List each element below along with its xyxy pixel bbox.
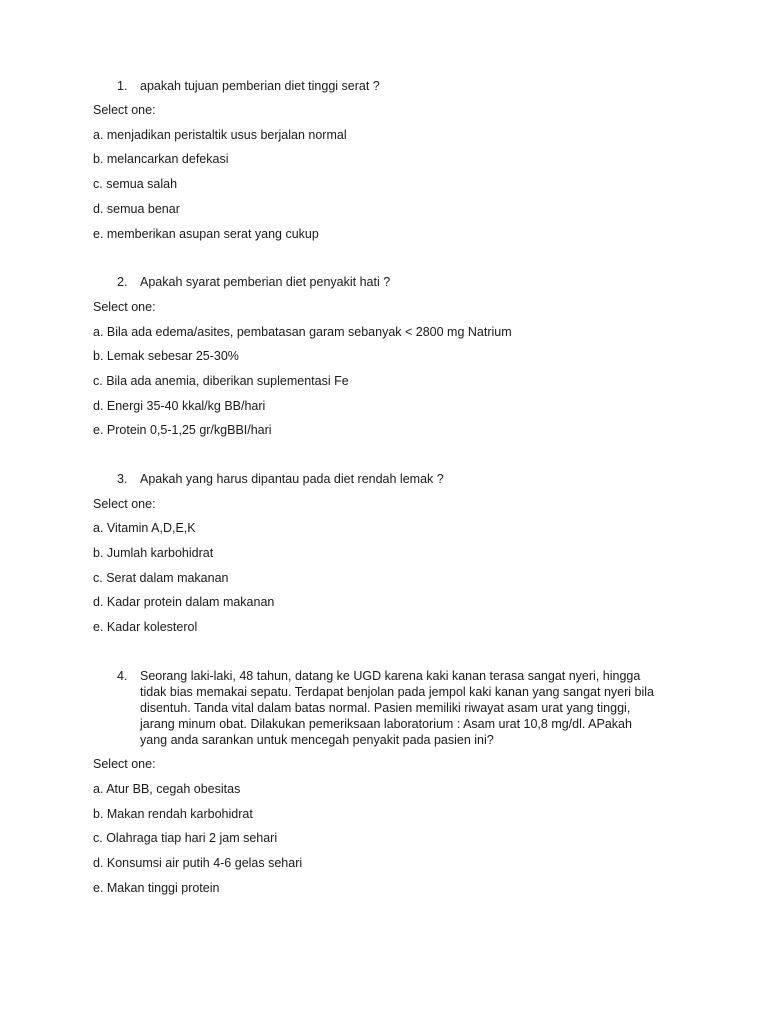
answer-option-e[interactable]: e. memberikan asupan serat yang cukup — [93, 227, 319, 241]
answer-option-b[interactable]: b. Jumlah karbohidrat — [93, 546, 214, 560]
question-text: Seorang laki-laki, 48 tahun, datang ke UGD karena kaki kanan terasa sangat nyeri, hingga tidak bias memakai sepatu. Terdapat benjolan pada jempol kaki kanan yang sangat nyeri bila disentuh. Tanda vital dalam batas normal. Pasien memiliki riwayat asam urat yang tinggi, jarang minum obat. Dilakukan pemeriksaan laboratorium : Asam urat 10,8 mg/dl. APakah yang anda sarankan untuk mencegah penyakit pada pasien ini? — [140, 669, 654, 747]
answer-option-b[interactable]: b. Makan rendah karbohidrat — [93, 807, 253, 821]
answer-option-e[interactable]: e. Protein 0,5-1,25 gr/kgBBI/hari — [93, 423, 272, 437]
question-stem — [117, 274, 677, 290]
question-stem — [117, 471, 677, 487]
question-text: apakah tujuan pemberian diet tinggi serat ? — [140, 79, 380, 93]
select-one-label: Select one: — [93, 497, 156, 511]
answer-option-d[interactable]: d. Energi 35-40 kkal/kg BB/hari — [93, 399, 266, 413]
question-number: 3. — [117, 472, 128, 486]
answer-option-e[interactable]: e. Kadar kolesterol — [93, 620, 198, 634]
answer-option-b[interactable]: b. Lemak sebesar 25-30% — [93, 349, 239, 363]
answer-option-d[interactable]: d. Konsumsi air putih 4-6 gelas sehari — [93, 856, 303, 870]
select-one-label: Select one: — [93, 757, 156, 771]
answer-option-b[interactable]: b. melancarkan defekasi — [93, 152, 229, 166]
answer-option-e[interactable]: e. Makan tinggi protein — [93, 881, 220, 895]
question-text: Apakah syarat pemberian diet penyakit hati ? — [140, 275, 391, 289]
question-number: 1. — [117, 79, 128, 93]
answer-option-c[interactable]: c. Bila ada anemia, diberikan suplementasi Fe — [93, 374, 349, 388]
question-stem — [117, 668, 677, 748]
answer-option-d[interactable]: d. Kadar protein dalam makanan — [93, 595, 275, 609]
question-stem — [117, 78, 677, 94]
select-one-label: Select one: — [93, 103, 156, 117]
answer-option-a[interactable]: a. Bila ada edema/asites, pembatasan garam sebanyak < 2800 mg Natrium — [93, 325, 512, 339]
question-number: 2. — [117, 275, 128, 289]
question-text: Apakah yang harus dipantau pada diet rendah lemak ? — [140, 472, 444, 486]
answer-option-a[interactable]: a. Atur BB, cegah obesitas — [93, 782, 241, 796]
question-number: 4. — [117, 669, 128, 683]
select-one-label: Select one: — [93, 300, 156, 314]
answer-option-c[interactable]: c. Olahraga tiap hari 2 jam sehari — [93, 831, 278, 845]
answer-option-c[interactable]: c. Serat dalam makanan — [93, 571, 229, 585]
answer-option-a[interactable]: a. Vitamin A,D,E,K — [93, 521, 196, 535]
answer-option-a[interactable]: a. menjadikan peristaltik usus berjalan normal — [93, 128, 347, 142]
answer-option-c[interactable]: c. semua salah — [93, 177, 178, 191]
answer-option-d[interactable]: d. semua benar — [93, 202, 180, 216]
